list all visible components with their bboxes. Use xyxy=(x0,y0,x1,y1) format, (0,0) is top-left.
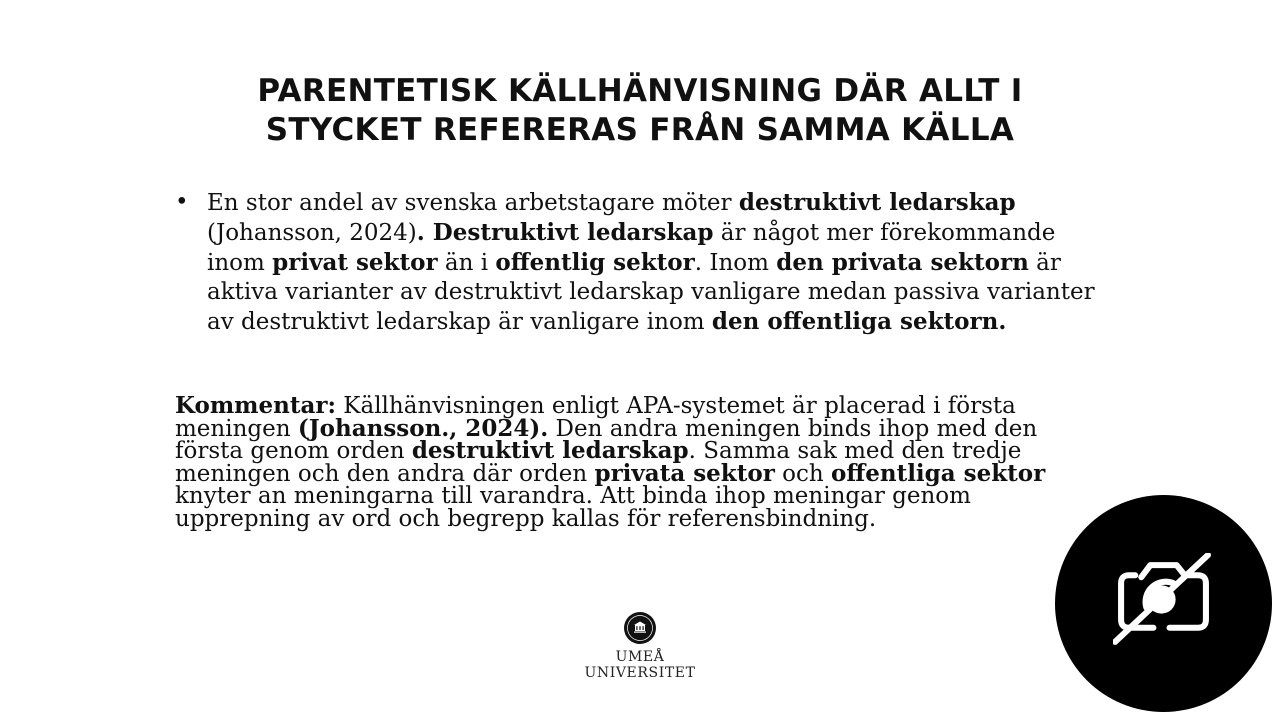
comment-text: Den andra meningen binds ihop med den xyxy=(548,415,1038,442)
bullet-bold-text: den privata sektorn xyxy=(776,249,1029,276)
slide-title xyxy=(170,72,1110,150)
title-line-2: STYCKET REFERERAS FRÅN SAMMA KÄLLA xyxy=(265,112,1015,148)
comment-text: meningen och den andra där orden xyxy=(175,460,595,487)
bullet-bold-text: offentlig sektor xyxy=(495,249,695,276)
bullet-bold-text: destruktivt ledarskap xyxy=(738,189,1016,216)
bullet-text: inom xyxy=(207,250,273,276)
bullet-text: aktiva varianter av destruktivt ledarskap vanligare medan passiva varianter xyxy=(207,279,1095,305)
bullet-bold-text: . Destruktivt ledarskap xyxy=(416,219,714,246)
bullet-text xyxy=(207,188,1095,337)
bullet-line xyxy=(207,278,1095,307)
camera-off-icon xyxy=(1113,553,1214,654)
comment-text: och xyxy=(774,460,831,487)
bullet-text: är xyxy=(1028,250,1061,276)
comment-text: upprepning av ord och begrepp kallas för referensbindning. xyxy=(175,505,877,532)
university-logo xyxy=(560,612,720,681)
comment-bold-text: destruktivt ledarskap xyxy=(411,437,689,465)
bullet-text: En stor andel av svenska arbetstagare möter xyxy=(207,190,739,216)
bullet-text: (Johansson, 2024) xyxy=(207,220,417,246)
bullet-line xyxy=(207,307,1095,337)
bullet-text: av destruktivt ledarskap är vanligare inom xyxy=(207,309,712,335)
bullet-text: än i xyxy=(437,250,496,276)
university-seal-icon xyxy=(624,612,656,644)
bullet-text: . Inom xyxy=(694,250,777,276)
comment-line xyxy=(175,485,1075,508)
comment-text: Källhänvisningen enligt APA-systemet är placerad i första xyxy=(336,393,1016,419)
comment-paragraph xyxy=(175,392,1075,532)
comment-bold-text: Kommentar: xyxy=(175,392,336,419)
comment-line xyxy=(175,505,1075,532)
comment-bold-text: (Johansson., 2024). xyxy=(297,414,549,442)
comment-text: meningen xyxy=(175,415,298,442)
title-line-1: PARENTETISK KÄLLHÄNVISNING DÄR ALLT I xyxy=(257,73,1023,109)
university-name: UMEÅ UNIVERSITET xyxy=(584,649,696,681)
bullet-bold-text: den offentliga sektorn. xyxy=(711,308,1007,335)
bullet-line xyxy=(207,218,1095,248)
comment-text: knyter an meningarna till varandra. Att binda ihop meningar genom xyxy=(175,483,971,510)
bullet-bold-text: privat sektor xyxy=(272,249,438,276)
comment-line xyxy=(175,459,1075,487)
bullet-marker: • xyxy=(175,189,189,215)
comment-text: första genom orden xyxy=(175,438,412,465)
comment-text: . Samma sak med den tredje xyxy=(688,438,1022,465)
comment-bold-text: privata sektor xyxy=(594,459,775,487)
camera-off-button[interactable] xyxy=(1055,495,1272,712)
bullet-text: är något mer förekommande xyxy=(713,220,1056,246)
bullet-line xyxy=(207,248,1095,278)
comment-bold-text: offentliga sektor xyxy=(831,459,1046,487)
bullet-line xyxy=(207,188,1095,218)
